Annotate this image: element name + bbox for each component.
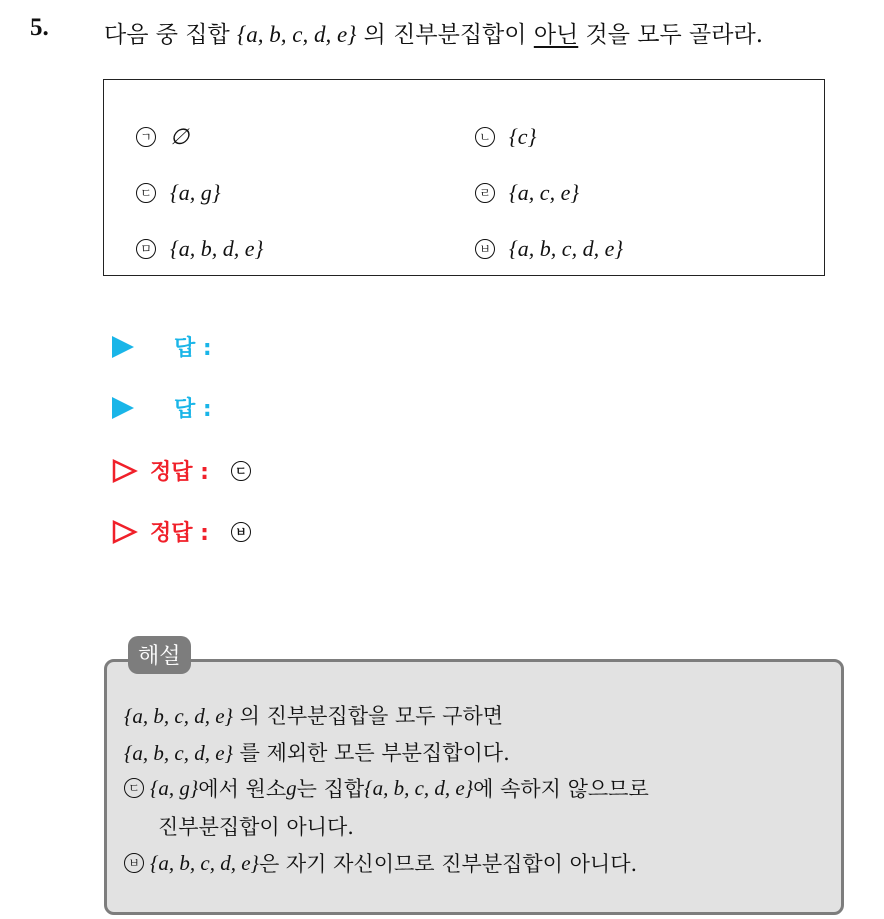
explanation-set: {a, b, c, d, e} [124, 704, 233, 728]
choice-2 [475, 124, 536, 150]
choice-value: ∅ [170, 124, 190, 149]
outline-arrow-icon [112, 520, 138, 544]
play-arrow-icon [112, 336, 134, 358]
explanation-line-3 [124, 773, 649, 803]
choice-value: {a, b, d, e} [170, 236, 264, 261]
choice-1 [136, 124, 189, 150]
question-underlined: 아닌 [533, 22, 579, 48]
question-text [104, 16, 763, 49]
play-arrow-icon [112, 397, 134, 419]
choice-6 [475, 236, 623, 262]
explanation-text: 진부분집합이 아니다. [158, 815, 354, 839]
explanation-set: {a, b, c, d, e} [124, 741, 233, 765]
explanation-text: 에 속하지 않으므로 [473, 777, 649, 801]
choice-value: {a, b, c, d, e} [509, 236, 624, 261]
explanation-text: 는 집합 [296, 777, 365, 801]
answer-row-2 [112, 392, 212, 423]
explanation-text: 은 자기 자신이므로 진부분집합이 아니다. [258, 852, 638, 876]
choice-marker: ㅁ [136, 239, 156, 259]
explanation-line-2 [124, 737, 510, 767]
explanation-set: {a, b, c, d, e} [150, 850, 259, 875]
explanation-line-1 [124, 700, 503, 730]
explanation-text: 의 진부분집합을 모두 구하면 [232, 704, 504, 728]
correct-row-1 [112, 455, 265, 486]
choice-value: {a, g} [170, 180, 221, 205]
explanation-marker: ㄷ [124, 778, 144, 798]
correct-label: 정답 : [150, 460, 209, 485]
answer-row-1 [112, 331, 212, 362]
question-text-before: 다음 중 집합 [104, 22, 238, 48]
choice-4 [475, 180, 579, 206]
correct-row-2 [112, 516, 265, 547]
correct-marker: ㄷ [231, 461, 251, 481]
explanation-marker: ㅂ [124, 853, 144, 873]
explanation-element: g [286, 775, 297, 800]
choice-value: {c} [509, 124, 537, 149]
explanation-line-5 [124, 848, 637, 878]
choice-marker: ㄹ [475, 183, 495, 203]
answer-label: 답 : [174, 336, 212, 361]
choice-5 [136, 236, 263, 262]
explanation-set: {a, b, c, d, e} [364, 775, 474, 800]
answer-label: 답 : [174, 397, 212, 422]
question-set: {a, b, c, d, e} [237, 22, 357, 47]
explanation-text: 에서 원소 [198, 777, 287, 801]
choice-3 [136, 180, 221, 206]
explanation-line-4 [158, 811, 354, 841]
choice-value: {a, c, e} [509, 180, 580, 205]
choice-marker: ㄷ [136, 183, 156, 203]
correct-label: 정답 : [150, 521, 209, 546]
question-number: 5. [30, 14, 49, 41]
choice-marker: ㄱ [136, 127, 156, 147]
explanation-set: {a, g} [150, 775, 199, 800]
choice-marker: ㅂ [475, 239, 495, 259]
choice-marker: ㄴ [475, 127, 495, 147]
question-text-middle: 의 진부분집합이 [356, 22, 534, 48]
correct-marker: ㅂ [231, 522, 251, 542]
choices-box [103, 79, 825, 276]
question-text-after: 것을 모두 골라라. [578, 22, 764, 48]
outline-arrow-icon [112, 459, 138, 483]
explanation-text: 를 제외한 모든 부분집합이다. [232, 741, 510, 765]
explanation-tag: 해설 [128, 636, 191, 674]
